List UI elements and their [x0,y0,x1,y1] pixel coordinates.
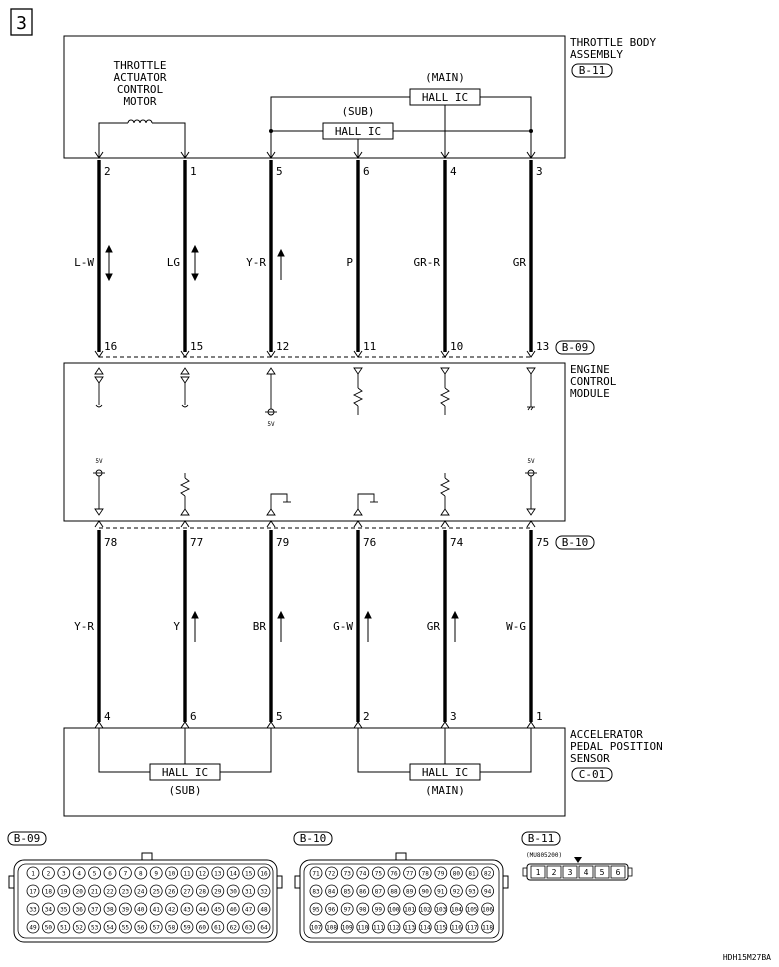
connector-pin-number: 40 [137,906,145,914]
connector-pin-number: 3 [61,870,66,878]
tb-pin-1: 1 [190,165,197,178]
ecm-title-1: ENGINE [570,363,610,376]
connector-pin-number: 118 [482,924,494,932]
connector-pin-number: 71 [312,870,320,878]
ecm-pin-78: 78 [104,536,118,549]
lower-wire-col-3 [253,530,290,723]
connector-pin-number: 74 [359,870,367,878]
connector-pin-number: 6 [108,870,112,878]
b11-pin-row [531,866,625,878]
connector-pin-number: 56 [137,924,145,932]
connector-pin-number: 14 [229,870,237,878]
main-hall-ic-label: HALL IC [421,91,469,104]
connector-pin-number: 91 [437,888,445,896]
connector-pin-number: 115 [435,924,447,932]
connector-pin-number: 36 [75,906,83,914]
ecm-pin-76: 76 [363,536,377,549]
connector-pin-number: 88 [390,888,398,896]
connector-pin-number: 41 [152,906,160,914]
lower-wire-col-4 [333,530,376,723]
connector-view-b09 [8,832,282,942]
ecm-pin-79: 79 [276,536,290,549]
b11-pin-4: 4 [583,868,589,877]
tb-pin-2: 2 [104,165,111,178]
lower-wire-color-gr: GR [426,620,440,633]
connector-pin-number: 72 [327,870,336,878]
connector-pin-number: 53 [90,924,99,932]
connector-pin-number: 48 [260,906,268,914]
connector-pin-number: 37 [90,906,99,914]
connector-pin-number: 21 [90,888,99,896]
ecm-pin-11: 11 [363,340,377,353]
throttle-body-title-1: THROTTLE BODY [570,36,657,49]
apps-pin-4: 4 [104,710,111,723]
connector-pin-number: 46 [229,906,237,914]
connector-pin-number: 78 [421,870,429,878]
accelerator-pedal-position-sensor [64,728,663,816]
connector-pin-number: 106 [482,906,494,914]
connector-pin-number: 34 [44,906,53,914]
apps-pin-2: 2 [363,710,370,723]
ecm-pin-10: 10 [450,340,464,353]
pin-entry-arrows [95,152,535,357]
sub-hall-ic [271,123,531,158]
lower-wire-color-yr: Y-R [74,620,94,633]
page-number: 3 [16,13,27,34]
throttle-body-connector: B-11 [578,64,606,77]
lower-pin-entry-arrows [95,521,535,728]
connector-pin-number: 64 [260,924,268,932]
wire-color-grr: GR-R [413,256,440,269]
connector-pin-number: 100 [388,906,400,914]
apps-sub-tag: (SUB) [168,784,202,797]
connector-pin-number: 28 [198,888,207,896]
connector-pin-number: 39 [121,906,130,914]
lower-wires [74,521,549,728]
ecm-pin-13: 13 [536,340,550,353]
ecm-pin-15: 15 [190,340,204,353]
connector-pin-number: 93 [468,888,476,896]
connector-pin-number: 30 [229,888,237,896]
wire-col-6 [513,160,550,353]
connector-pin-number: 5 [92,870,97,878]
connector-pin-number: 9 [154,870,159,878]
b10-pin-grid [310,867,494,933]
connector-pin-number: 112 [388,924,400,932]
connector-pin-number: 4 [77,870,82,878]
ecm-connector-top: B-09 [561,341,589,354]
wire-col-2 [167,160,204,353]
ecm-5v-top: 5V [267,421,275,428]
apps-pin-5: 5 [276,710,283,723]
b11-pin-3: 3 [567,868,573,877]
connector-pin-number: 105 [466,906,478,914]
b11-part-number: (MU805200) [526,852,563,859]
apps-connector: C-01 [578,768,606,781]
connector-pin-number: 11 [183,870,191,878]
connector-pin-number: 24 [137,888,145,896]
connector-pin-number: 18 [44,888,53,896]
connector-pin-number: 55 [121,924,130,932]
connector-pin-number: 85 [343,888,351,896]
connector-pin-number: 27 [183,888,191,896]
connector-pin-number: 80 [452,870,461,878]
lower-wire-col-1 [74,530,117,723]
main-hall-ic [271,89,531,158]
throttle-body-title-2: ASSEMBLY [570,48,623,61]
b09-view-label: B-09 [13,832,41,845]
wire-color-lw: L-W [74,256,94,269]
connector-pin-number: 50 [44,924,53,932]
sub-hall-ic-label: HALL IC [334,125,382,138]
connector-pin-number: 113 [404,924,416,932]
ecm-connector-bottom: B-10 [561,536,589,549]
apps-pin-1: 1 [536,710,543,723]
lower-wire-col-2 [173,530,203,723]
tb-pin-6: 6 [363,165,370,178]
b11-pin-5: 5 [599,868,605,877]
motor-label-2: ACTUATOR [113,71,167,84]
connector-pin-number: 49 [29,924,37,932]
connector-pin-number: 43 [183,906,191,914]
connector-pin-number: 86 [359,888,367,896]
connector-pin-number: 51 [60,924,68,932]
connector-pin-number: 109 [341,924,353,932]
connector-pin-number: 87 [374,888,383,896]
lower-wire-col-5 [427,530,464,723]
connector-pin-number: 104 [450,906,462,914]
lower-wire-color-wg: W-G [506,620,526,633]
ecm-internal-top [95,368,535,415]
connector-pin-number: 82 [483,870,492,878]
connector-pin-number: 54 [106,924,114,932]
sub-tag: (SUB) [341,105,375,118]
engine-control-module [64,363,617,521]
connector-pin-number: 77 [405,870,414,878]
wire-col-4 [346,160,376,353]
b11-pin-6: 6 [615,868,621,877]
ecm-5v-left: 5V [95,458,103,465]
motor-label-4: MOTOR [123,95,157,108]
motor-coil-icon [99,120,185,158]
connector-pin-number: 89 [405,888,414,896]
tb-pin-4: 4 [450,165,457,178]
connector-pin-number: 57 [152,924,160,932]
connector-pin-number: 52 [75,924,83,932]
connector-pin-number: 92 [452,888,461,896]
connector-pin-number: 84 [327,888,336,896]
connector-pin-number: 35 [60,906,68,914]
connector-pin-number: 2 [46,870,51,878]
connector-pin-number: 47 [244,906,253,914]
b11-view-label: B-11 [527,832,555,845]
b11-pin-2: 2 [551,868,557,877]
apps-title-1: ACCELERATOR [570,728,643,741]
connector-pin-number: 61 [214,924,222,932]
connector-pin-number: 25 [152,888,160,896]
b09-pin-grid [27,867,270,933]
connector-view-b10 [294,832,508,942]
wire-color-yr: Y-R [246,256,266,269]
connector-pin-number: 94 [483,888,492,896]
wire-color-gr: GR [512,256,526,269]
ecm-pin-16: 16 [104,340,118,353]
b11-key-marker [574,857,582,863]
connector-pin-number: 98 [359,906,367,914]
ecm-title-3: MODULE [570,387,610,400]
connector-pin-number: 29 [214,888,222,896]
connector-pin-number: 90 [421,888,429,896]
connector-pin-number: 75 [374,870,383,878]
connector-pin-number: 117 [466,924,478,932]
connector-pin-number: 42 [167,906,176,914]
connector-pin-number: 107 [310,924,322,932]
wire-col-1 [74,160,117,353]
connector-pin-number: 1 [31,870,35,878]
connector-pin-number: 32 [260,888,268,896]
connector-pin-number: 13 [214,870,222,878]
connector-pin-number: 110 [357,924,369,932]
ecm-pin-12: 12 [276,340,290,353]
connector-pin-number: 83 [312,888,320,896]
ecm-5v-right: 5V [527,458,535,465]
ecm-internal-bottom [93,470,537,515]
lower-wire-color-br: BR [252,620,266,633]
connector-pin-number: 44 [198,906,207,914]
page-number-box [11,9,32,35]
connector-pin-number: 12 [198,870,207,878]
connector-pin-number: 96 [327,906,336,914]
connector-pin-number: 99 [374,906,383,914]
connector-pin-number: 10 [167,870,176,878]
lower-direction-arrows [192,612,458,642]
connector-pin-number: 16 [260,870,268,878]
apps-title-2: PEDAL POSITION [570,740,663,753]
connector-pin-number: 8 [138,870,143,878]
wire-color-lg: LG [166,256,180,269]
connector-pin-number: 108 [326,924,338,932]
throttle-body-assembly [64,36,656,158]
connector-pin-number: 19 [60,888,68,896]
connector-pin-number: 15 [244,870,253,878]
connector-pin-number: 97 [343,906,351,914]
connector-pin-number: 17 [29,888,37,896]
connector-pin-number: 63 [244,924,253,932]
apps-main-tag: (MAIN) [425,784,465,797]
connector-view-b11 [522,832,632,880]
connector-pin-number: 22 [106,888,114,896]
ecm-pin-77: 77 [190,536,204,549]
tb-pin-3: 3 [536,165,543,178]
wire-color-p: P [346,256,353,269]
tb-pin-5: 5 [276,165,283,178]
motor-label-1: THROTTLE [113,59,167,72]
connector-pin-number: 23 [121,888,130,896]
connector-pin-number: 101 [404,906,416,914]
apps-sub-hall-ic-label: HALL IC [161,766,209,779]
connector-pin-number: 103 [435,906,447,914]
b10-view-label: B-10 [299,832,327,845]
apps-title-3: SENSOR [570,752,610,765]
drawing-code: HDH15M27BA [722,953,771,962]
connector-pin-number: 62 [229,924,237,932]
connector-pin-number: 81 [468,870,476,878]
connector-pin-number: 59 [183,924,191,932]
connector-pin-number: 31 [244,888,253,896]
connector-pin-number: 45 [214,906,222,914]
lower-wire-color-gw: G-W [333,620,353,633]
connector-pin-number: 114 [419,924,431,932]
connector-pin-number: 95 [312,906,320,914]
lower-wire-col-6 [506,530,549,723]
ecm-pin-75: 75 [536,536,550,549]
main-tag: (MAIN) [425,71,465,84]
connector-pin-number: 33 [29,906,37,914]
ecm-pin-74: 74 [450,536,464,549]
motor-label-3: CONTROL [116,83,164,96]
ecm-title-2: CONTROL [570,375,617,388]
connector-pin-number: 111 [372,924,384,932]
connector-pin-number: 58 [167,924,176,932]
connector-pin-number: 60 [198,924,207,932]
connector-pin-number: 76 [390,870,398,878]
connector-pin-number: 73 [343,870,351,878]
connector-pin-number: 79 [437,870,445,878]
apps-main-hall-ic-label: HALL IC [421,766,469,779]
b11-pin-1: 1 [535,868,541,877]
connector-pin-number: 116 [450,924,462,932]
wire-col-5 [414,160,464,353]
connector-pin-number: 38 [106,906,114,914]
connector-pin-number: 20 [75,888,83,896]
connector-pin-number: 26 [167,888,176,896]
apps-pin-3: 3 [450,710,457,723]
apps-pin-6: 6 [190,710,197,723]
connector-pin-number: 102 [419,906,431,914]
upper-wires [74,152,549,357]
lower-wire-color-y: Y [173,620,180,633]
connector-pin-number: 7 [123,870,128,878]
